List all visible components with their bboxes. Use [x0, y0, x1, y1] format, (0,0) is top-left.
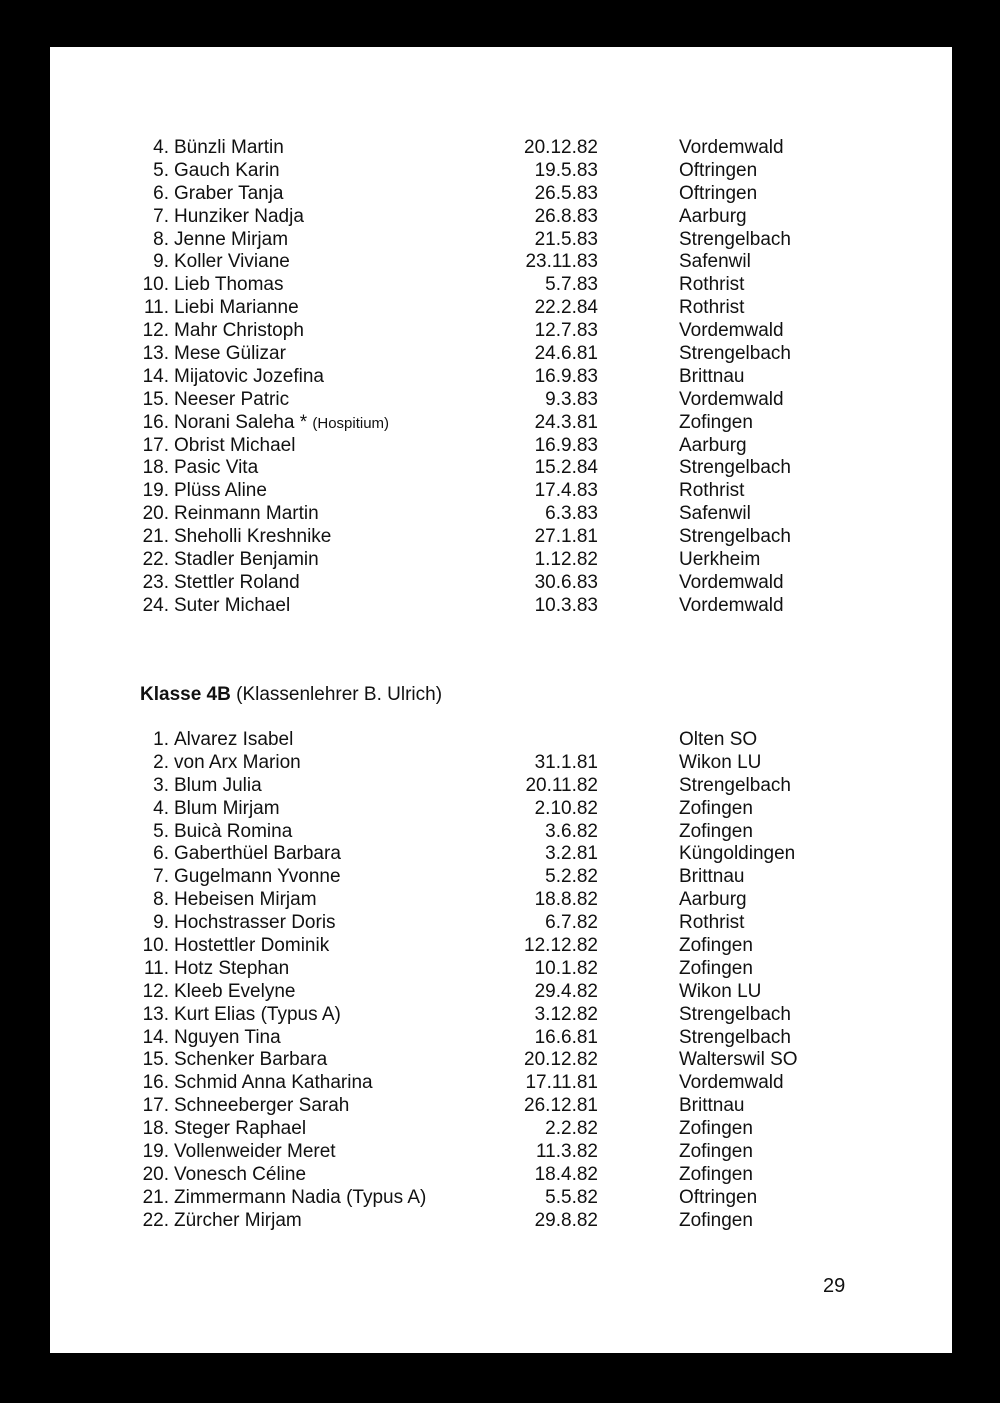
- student-name-cell: [174, 206, 304, 229]
- student-name: Vollenweider Meret: [174, 1141, 336, 1163]
- student-name: Nguyen Tina: [174, 1026, 281, 1048]
- birth-date: 3.12.82: [534, 1003, 598, 1025]
- student-name-cell: [174, 1004, 341, 1027]
- student-number: 17.: [142, 1095, 169, 1117]
- home-town: Zofingen: [679, 1209, 753, 1231]
- home-town: Aarburg: [679, 434, 747, 456]
- student-row: [50, 137, 952, 160]
- home-town: Safenwil: [679, 503, 751, 525]
- home-town: Zofingen: [679, 797, 753, 819]
- student-name-cell: [174, 526, 331, 549]
- student-row: [50, 752, 952, 775]
- birth-date: 26.12.81: [524, 1095, 598, 1117]
- home-town: Zofingen: [679, 820, 753, 842]
- student-name-cell: [174, 1141, 336, 1164]
- student-name: Hostettler Dominik: [174, 935, 330, 957]
- student-name-cell: [174, 412, 389, 436]
- student-name: Gauch Karin: [174, 159, 280, 181]
- student-row: [50, 912, 952, 935]
- home-town: Zofingen: [679, 935, 753, 957]
- birth-date: 20.11.82: [525, 774, 598, 796]
- class-heading: [140, 683, 442, 707]
- home-town: Safenwil: [679, 251, 751, 273]
- student-number: 10.: [142, 274, 169, 296]
- home-town: Zofingen: [679, 1118, 753, 1140]
- student-row: [50, 503, 952, 526]
- student-name-cell: [174, 935, 329, 958]
- birth-date: 2.10.82: [534, 797, 598, 819]
- student-row: [50, 1095, 952, 1118]
- home-town: Oftringen: [679, 159, 758, 181]
- student-row: [50, 1049, 952, 1072]
- home-town: Uerkheim: [679, 549, 761, 571]
- birth-date: 29.8.82: [534, 1209, 598, 1231]
- student-name-cell: [174, 389, 289, 412]
- student-number: 19.: [142, 480, 169, 502]
- home-town: Aarburg: [679, 205, 747, 227]
- student-name-cell: [174, 343, 286, 366]
- student-name-cell: [174, 889, 317, 912]
- birth-date: 26.5.83: [534, 182, 598, 204]
- home-town: Brittnau: [679, 365, 745, 387]
- home-town: Vordemwald: [679, 571, 784, 593]
- home-town: Zofingen: [679, 1163, 753, 1185]
- student-name: Hunziker Nadja: [174, 205, 304, 227]
- student-name-cell: [174, 1210, 302, 1233]
- student-name-cell: [174, 572, 300, 595]
- student-name-cell: [174, 821, 292, 844]
- student-row: [50, 229, 952, 252]
- birth-date: 16.9.83: [534, 434, 598, 456]
- student-name: Gaberthüel Barbara: [174, 843, 341, 865]
- student-number: 8.: [153, 889, 169, 911]
- student-name: Vonesch Céline: [174, 1163, 307, 1185]
- student-number: 5.: [153, 820, 169, 842]
- birth-date: 24.6.81: [534, 343, 598, 365]
- student-number: 7.: [153, 205, 169, 227]
- student-number: 17.: [142, 434, 169, 456]
- student-name: Stettler Roland: [174, 571, 300, 593]
- student-row: [50, 389, 952, 412]
- student-row: [50, 798, 952, 821]
- student-number: 11.: [143, 297, 169, 319]
- home-town: Vordemwald: [679, 594, 784, 616]
- birth-date: 10.3.83: [534, 594, 598, 616]
- birth-date: 24.3.81: [534, 411, 598, 433]
- birth-date: 11.3.82: [536, 1141, 598, 1163]
- student-row: [50, 1164, 952, 1187]
- birth-date: 3.6.82: [545, 820, 598, 842]
- student-row: [50, 935, 952, 958]
- student-number: 13.: [142, 1003, 169, 1025]
- student-name-cell: [174, 435, 295, 458]
- home-town: Vordemwald: [679, 1072, 784, 1094]
- birth-date: 26.8.83: [534, 205, 598, 227]
- student-number: 1.: [153, 729, 169, 750]
- student-row: [50, 320, 952, 343]
- home-town: Brittnau: [679, 1095, 745, 1117]
- student-number: 5.: [153, 159, 169, 181]
- home-town: Strengelbach: [679, 228, 791, 250]
- student-name-cell: [174, 729, 293, 752]
- student-row: [50, 958, 952, 981]
- student-number: 4.: [153, 137, 169, 158]
- student-row: [50, 866, 952, 889]
- student-name-cell: [174, 137, 284, 160]
- student-name-cell: [174, 752, 301, 775]
- birth-date: 19.5.83: [534, 159, 598, 181]
- student-row: [50, 889, 952, 912]
- student-row: [50, 274, 952, 297]
- student-row: [50, 549, 952, 572]
- student-name: Obrist Michael: [174, 434, 296, 456]
- student-name: Blum Mirjam: [174, 797, 280, 819]
- home-town: Rothrist: [679, 297, 745, 319]
- home-town: Strengelbach: [679, 1026, 791, 1048]
- student-name: Schneeberger Sarah: [174, 1095, 350, 1117]
- student-name-cell: [174, 366, 324, 389]
- home-town: Strengelbach: [679, 457, 791, 479]
- student-name: Blum Julia: [174, 774, 262, 796]
- student-number: 24.: [142, 594, 169, 616]
- birth-date: 6.7.82: [545, 912, 598, 934]
- student-number: 15.: [142, 388, 169, 410]
- student-row: [50, 843, 952, 866]
- student-name: Mese Gülizar: [174, 343, 286, 365]
- student-name: Kleeb Evelyne: [174, 980, 296, 1002]
- student-row: [50, 435, 952, 458]
- student-number: 23.: [142, 571, 169, 593]
- student-name-cell: [174, 549, 319, 572]
- student-row: [50, 183, 952, 206]
- student-name-cell: [174, 958, 289, 981]
- birth-date: 21.5.83: [534, 228, 598, 250]
- class-title: Klasse 4B: [140, 684, 231, 705]
- student-name-cell: [174, 981, 295, 1004]
- student-name: Gugelmann Yvonne: [174, 866, 341, 888]
- student-name-cell: [174, 775, 262, 798]
- student-name: Suter Michael: [174, 594, 291, 616]
- student-number: 9.: [153, 912, 169, 934]
- class-teacher: (Klassenlehrer B. Ulrich): [236, 684, 443, 705]
- student-name-cell: [174, 160, 280, 183]
- student-number: 8.: [153, 228, 169, 250]
- student-number: 22.: [142, 1209, 169, 1231]
- student-name-cell: [174, 251, 290, 274]
- birth-date: 18.8.82: [534, 889, 598, 911]
- student-name: Zimmermann Nadia (Typus A): [174, 1186, 427, 1208]
- birth-date: 17.11.81: [525, 1072, 598, 1094]
- birth-date: 18.4.82: [534, 1163, 598, 1185]
- birth-date: 23.11.83: [525, 251, 598, 273]
- student-name-cell: [174, 320, 304, 343]
- student-number: 12.: [142, 320, 169, 342]
- student-number: 7.: [153, 866, 169, 888]
- student-row: [50, 251, 952, 274]
- student-name: Schenker Barbara: [174, 1049, 328, 1071]
- student-name-cell: [174, 1027, 281, 1050]
- birth-date: 27.1.81: [534, 526, 598, 548]
- student-number: 20.: [142, 503, 169, 525]
- student-row: [50, 729, 952, 752]
- student-name-cell: [174, 912, 336, 935]
- student-row: [50, 1210, 952, 1233]
- student-name-cell: [174, 457, 258, 480]
- student-row: [50, 1187, 952, 1210]
- page-number: 29: [823, 1275, 846, 1297]
- student-name: Mahr Christoph: [174, 320, 304, 342]
- student-name-cell: [174, 1164, 306, 1187]
- birth-date: 12.7.83: [534, 320, 598, 342]
- student-number: 15.: [142, 1049, 169, 1071]
- student-row: [50, 526, 952, 549]
- home-town: Olten SO: [679, 729, 758, 750]
- student-name: von Arx Marion: [174, 751, 301, 773]
- birth-date: 16.9.83: [534, 365, 598, 387]
- student-name-cell: [174, 843, 341, 866]
- student-name-cell: [174, 1118, 306, 1141]
- student-name: Norani Saleha *: [174, 411, 308, 433]
- home-town: Strengelbach: [679, 526, 791, 548]
- student-name-cell: [174, 866, 341, 889]
- home-town: Oftringen: [679, 1186, 758, 1208]
- birth-date: 30.6.83: [534, 571, 598, 593]
- home-town: Strengelbach: [679, 774, 791, 796]
- birth-date: 22.2.84: [534, 297, 598, 319]
- student-number: 3.: [153, 774, 169, 796]
- student-number: 10.: [142, 935, 169, 957]
- document-page: [50, 47, 952, 1353]
- home-town: Zofingen: [679, 957, 753, 979]
- student-name-cell: [174, 274, 284, 297]
- student-name-cell: [174, 798, 280, 821]
- student-number: 14.: [142, 365, 169, 387]
- home-town: Aarburg: [679, 889, 747, 911]
- student-row: [50, 343, 952, 366]
- student-list-class-4b: [50, 729, 952, 1233]
- student-row: [50, 821, 952, 844]
- student-row: [50, 1141, 952, 1164]
- birth-date: 31.1.81: [534, 751, 598, 773]
- birth-date: 1.12.82: [534, 549, 598, 571]
- home-town: Brittnau: [679, 866, 745, 888]
- student-name: Hotz Stephan: [174, 957, 290, 979]
- student-row: [50, 480, 952, 503]
- student-row: [50, 1004, 952, 1027]
- student-number: 9.: [153, 251, 169, 273]
- student-name: Zürcher Mirjam: [174, 1209, 302, 1231]
- student-name: Steger Raphael: [174, 1118, 307, 1140]
- student-name: Buicà Romina: [174, 820, 293, 842]
- birth-date: 15.2.84: [534, 457, 598, 479]
- student-name-cell: [174, 1187, 426, 1210]
- student-number: 12.: [142, 980, 169, 1002]
- student-note: (Hospitium): [312, 414, 390, 432]
- birth-date: 9.3.83: [545, 388, 598, 410]
- birth-date: 12.12.82: [524, 935, 598, 957]
- home-town: Walterswil SO: [679, 1049, 798, 1071]
- student-name-cell: [174, 1095, 349, 1118]
- student-row: [50, 572, 952, 595]
- student-number: 11.: [143, 957, 169, 979]
- birth-date: 16.6.81: [534, 1026, 598, 1048]
- home-town: Küngoldingen: [679, 843, 796, 865]
- home-town: Vordemwald: [679, 388, 784, 410]
- student-number: 14.: [142, 1026, 169, 1048]
- birth-date: 5.2.82: [545, 866, 598, 888]
- birth-date: 10.1.82: [534, 957, 598, 979]
- student-name: Mijatovic Jozefina: [174, 365, 324, 387]
- student-row: [50, 457, 952, 480]
- student-row: [50, 775, 952, 798]
- student-name: Hebeisen Mirjam: [174, 889, 317, 911]
- student-row: [50, 206, 952, 229]
- birth-date: 5.7.83: [545, 274, 598, 296]
- home-town: Wikon LU: [679, 751, 762, 773]
- student-row: [50, 366, 952, 389]
- student-name: Graber Tanja: [174, 182, 284, 204]
- student-row: [50, 1072, 952, 1095]
- home-town: Wikon LU: [679, 980, 762, 1002]
- student-name-cell: [174, 1049, 327, 1072]
- student-row: [50, 297, 952, 320]
- student-number: 6.: [153, 843, 169, 865]
- student-name-cell: [174, 503, 319, 526]
- student-number: 16.: [142, 411, 169, 433]
- student-name: Reinmann Martin: [174, 503, 319, 525]
- student-number: 18.: [142, 457, 169, 479]
- home-town: Vordemwald: [679, 137, 784, 158]
- home-town: Oftringen: [679, 182, 758, 204]
- student-number: 20.: [142, 1163, 169, 1185]
- student-name-cell: [174, 1072, 373, 1095]
- birth-date: 20.12.82: [524, 137, 598, 158]
- student-number: 19.: [142, 1141, 169, 1163]
- home-town: Rothrist: [679, 480, 745, 502]
- student-name: Liebi Marianne: [174, 297, 299, 319]
- student-name: Lieb Thomas: [174, 274, 284, 296]
- student-name: Pasic Vita: [174, 457, 259, 479]
- student-row: [50, 1027, 952, 1050]
- student-name: Kurt Elias (Typus A): [174, 1003, 341, 1025]
- student-name: Bünzli Martin: [174, 137, 284, 158]
- student-number: 13.: [142, 343, 169, 365]
- student-number: 6.: [153, 182, 169, 204]
- student-name: Schmid Anna Katharina: [174, 1072, 373, 1094]
- birth-date: 17.4.83: [534, 480, 598, 502]
- birth-date: 6.3.83: [545, 503, 598, 525]
- birth-date: 3.2.81: [545, 843, 598, 865]
- student-row: [50, 981, 952, 1004]
- student-row: [50, 1118, 952, 1141]
- student-name-cell: [174, 183, 284, 206]
- student-row: [50, 160, 952, 183]
- student-name-cell: [174, 480, 267, 503]
- student-number: 21.: [142, 526, 169, 548]
- student-name: Plüss Aline: [174, 480, 267, 502]
- student-number: 16.: [142, 1072, 169, 1094]
- home-town: Vordemwald: [679, 320, 784, 342]
- student-name: Alvarez Isabel: [174, 729, 294, 750]
- birth-date: 20.12.82: [524, 1049, 598, 1071]
- home-town: Rothrist: [679, 912, 745, 934]
- student-name-cell: [174, 297, 299, 320]
- birth-date: 5.5.82: [545, 1186, 598, 1208]
- student-name-cell: [174, 229, 288, 252]
- home-town: Strengelbach: [679, 1003, 791, 1025]
- student-name: Neeser Patric: [174, 388, 290, 410]
- student-name: Hochstrasser Doris: [174, 912, 336, 934]
- student-name: Sheholli Kreshnike: [174, 526, 332, 548]
- student-number: 2.: [153, 751, 169, 773]
- home-town: Rothrist: [679, 274, 745, 296]
- student-name: Koller Viviane: [174, 251, 290, 273]
- student-row: [50, 412, 952, 435]
- student-list-previous-class: [50, 137, 952, 618]
- student-row: [50, 595, 952, 618]
- home-town: Strengelbach: [679, 343, 791, 365]
- student-number: 22.: [142, 549, 169, 571]
- home-town: Zofingen: [679, 411, 753, 433]
- home-town: Zofingen: [679, 1141, 753, 1163]
- birth-date: 29.4.82: [534, 980, 598, 1002]
- student-number: 18.: [142, 1118, 169, 1140]
- student-name-cell: [174, 595, 290, 618]
- student-number: 21.: [142, 1186, 169, 1208]
- birth-date: 2.2.82: [545, 1118, 598, 1140]
- student-name: Jenne Mirjam: [174, 228, 289, 250]
- student-number: 4.: [153, 797, 169, 819]
- student-name: Stadler Benjamin: [174, 549, 319, 571]
